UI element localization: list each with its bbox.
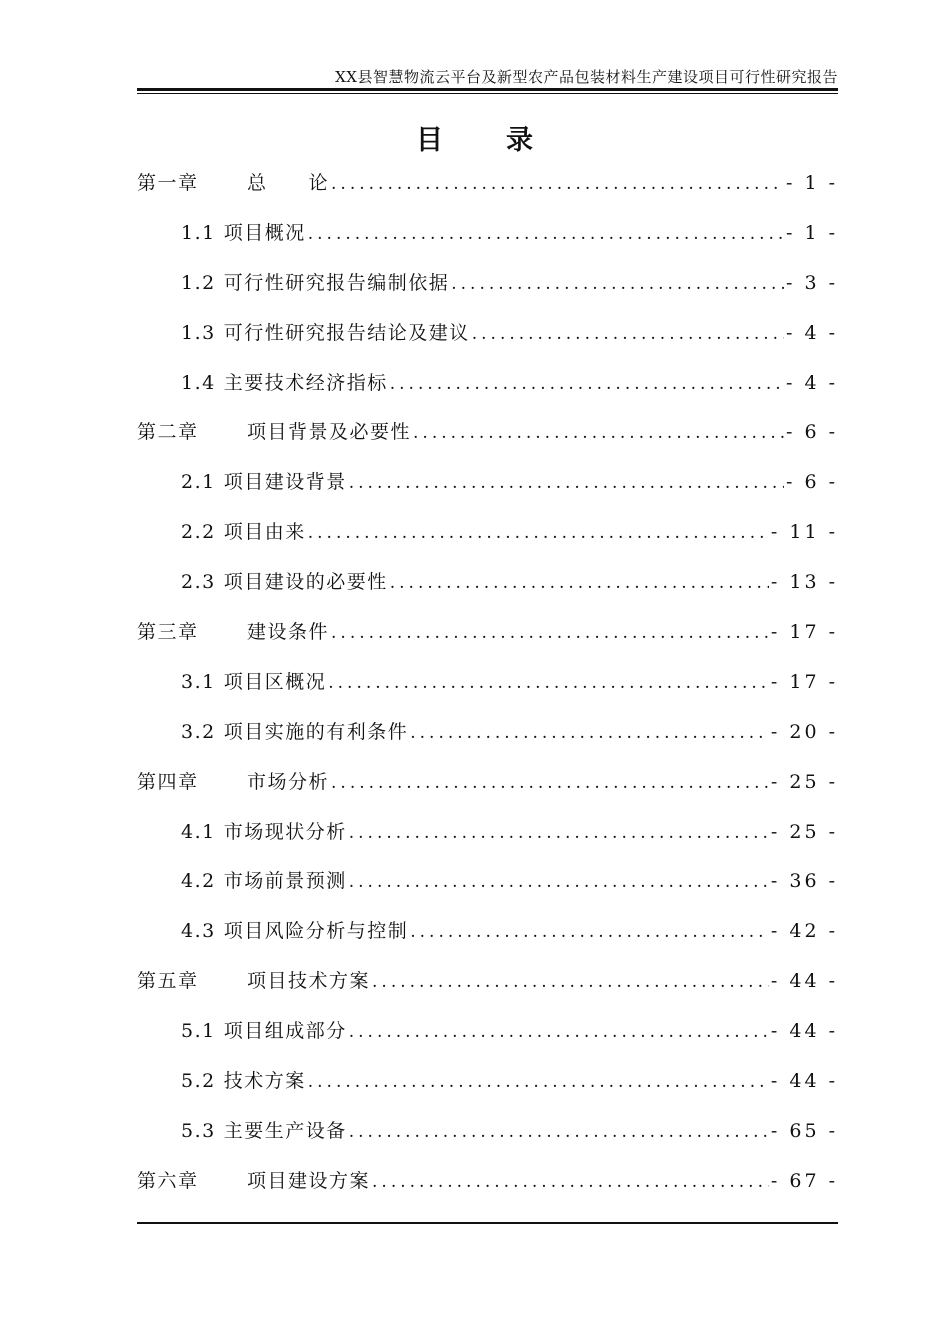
toc-entry-title: 项目建设方案 [247,1169,371,1192]
toc-entry-title: 可行性研究报告编制依据 [223,271,450,294]
toc-dot-leader [451,274,784,294]
toc-page-number: - 42 - [770,920,838,943]
toc-dot-leader [410,723,769,743]
toc-entry-title: 主要生产设备 [223,1119,347,1142]
toc-section-entry[interactable] [137,1016,838,1066]
toc-entry-label [181,866,347,893]
toc-page-number: - 4 - [785,371,838,394]
toc-page-number: - 3 - [785,271,838,294]
toc-dot-leader [372,1172,769,1192]
header-rule-thin [137,93,838,94]
toc-page-number: - 13 - [770,571,838,594]
toc-page-number: - 1 - [785,221,838,244]
toc-page-number: - 1 - [785,172,838,194]
toc-entry-title: 项目概况 [223,221,306,244]
toc-entry-label [137,966,370,993]
toc-page-number: - 65 - [770,1119,838,1142]
toc-title-left: 目 [416,125,444,156]
toc-entry-label [181,368,388,395]
toc-page-number: - 17 - [770,621,838,644]
toc-entry-title: 建设条件 [247,621,330,644]
toc-entry-label [181,667,326,694]
toc-section-entry[interactable] [137,517,838,567]
toc-dot-leader [372,972,769,992]
toc-section-entry[interactable] [137,1116,838,1166]
toc-entry-label [181,467,347,494]
toc-entry-number: 第五章 [137,970,199,993]
toc-section-entry[interactable] [137,268,838,318]
toc-dot-leader [349,1122,769,1142]
toc-entry-label [137,617,329,644]
header-rule-thick [137,88,838,91]
toc-dot-leader [308,224,784,244]
toc-page-number: - 25 - [770,820,838,843]
toc-title [0,118,950,157]
toc-entry-number: 第六章 [137,1169,199,1192]
toc-entry-label [181,1066,306,1093]
toc-page-number: - 17 - [770,670,838,693]
toc-entry-label [181,567,388,594]
toc-dot-leader [331,773,769,793]
toc-entry-title: 项目风险分析与控制 [223,920,409,943]
toc-section-entry[interactable] [137,467,838,517]
toc-entry-label [181,1016,347,1043]
toc-entry-number: 2.2 [181,521,216,544]
toc-section-entry[interactable] [137,866,838,916]
toc-entry-title: 主要技术经济指标 [223,371,388,394]
running-header: XX县智慧物流云平台及新型农产品包装材料生产建设项目可行性研究报告 [335,68,838,86]
toc-section-entry[interactable] [137,717,838,767]
toc-entry-number: 5.2 [181,1070,216,1093]
toc-entry-label [137,767,329,794]
toc-dot-leader [328,673,769,693]
toc-entry-title: 技术方案 [223,1070,306,1093]
toc-section-entry[interactable] [137,817,838,867]
toc-entry-label [137,168,329,195]
toc-dot-leader [349,1022,769,1042]
toc-entry-number: 第三章 [137,621,199,644]
toc-entry-number: 3.1 [181,670,216,693]
toc-entry-number: 第四章 [137,770,199,793]
toc-title-right: 录 [506,125,534,156]
toc-section-entry[interactable] [137,567,838,617]
toc-dot-leader [472,324,784,344]
toc-section-entry[interactable] [137,318,838,368]
toc-page-number: - 4 - [785,321,838,344]
toc-entry-title: 市场前景预测 [223,870,347,893]
toc-entry-title: 可行性研究报告结论及建议 [223,321,470,344]
toc-entry-number: 2.3 [181,571,216,594]
toc-dot-leader [308,523,769,543]
toc-dot-leader [331,623,769,643]
toc-entry-title: 项目建设的必要性 [223,571,388,594]
toc-dot-leader [349,872,769,892]
toc-entry-title: 市场现状分析 [223,820,347,843]
toc-page-number: - 67 - [770,1169,838,1192]
toc-entry-label [181,916,408,943]
toc-entry-title: 市场分析 [247,770,330,793]
toc-dot-leader [349,473,784,493]
toc-entry-label [181,268,449,295]
toc-dot-leader [390,573,769,593]
toc-page-number: - 44 - [770,970,838,993]
toc-entry-number: 4.3 [181,920,216,943]
toc-dot-leader [308,1072,769,1092]
toc-entry-number: 2.1 [181,471,216,494]
toc-dot-leader [410,922,769,942]
toc-chapter-entry[interactable] [137,617,838,667]
toc-section-entry[interactable] [137,368,838,418]
toc-entry-label [137,417,411,444]
toc-entry-label [181,318,470,345]
footer-rule [137,1222,838,1224]
toc-section-entry[interactable] [137,916,838,966]
toc-entry-number: 5.1 [181,1020,216,1043]
toc-chapter-entry[interactable] [137,767,838,817]
toc-chapter-entry[interactable] [137,966,838,1016]
table-of-contents [137,168,838,1216]
toc-entry-label [181,717,408,744]
toc-dot-leader [331,174,784,194]
toc-entry-number: 5.3 [181,1119,216,1142]
toc-entry-label [181,517,306,544]
toc-dot-leader [349,823,769,843]
toc-entry-number: 3.2 [181,720,216,743]
toc-dot-leader [390,374,784,394]
toc-section-entry[interactable] [137,1066,838,1116]
toc-entry-title: 项目实施的有利条件 [223,720,409,743]
toc-chapter-entry[interactable] [137,168,838,218]
toc-entry-label [181,1116,347,1143]
toc-page-number: - 20 - [770,720,838,743]
toc-page-number: - 44 - [770,1070,838,1093]
toc-entry-number: 1.2 [181,271,216,294]
toc-entry-label [181,817,347,844]
toc-entry-number: 4.2 [181,870,216,893]
toc-entry-title: 项目技术方案 [247,970,371,993]
toc-page-number: - 6 - [785,471,838,494]
toc-entry-number: 第一章 [137,172,199,194]
toc-chapter-entry[interactable] [137,417,838,467]
toc-entry-title: 项目组成部分 [223,1020,347,1043]
toc-entry-title: 总 论 [247,172,330,194]
toc-entry-title: 项目背景及必要性 [247,421,412,444]
toc-chapter-entry[interactable] [137,1166,838,1216]
toc-section-entry[interactable] [137,667,838,717]
toc-page-number: - 36 - [770,870,838,893]
toc-page-number: - 6 - [785,421,838,444]
toc-entry-number: 第二章 [137,421,199,444]
toc-entry-label [181,218,306,245]
toc-entry-title: 项目区概况 [223,670,327,693]
toc-page-number: - 11 - [770,521,838,544]
toc-dot-leader [413,423,784,443]
toc-entry-number: 1.4 [181,371,216,394]
toc-entry-number: 1.3 [181,321,216,344]
toc-page-number: - 25 - [770,770,838,793]
toc-entry-label [137,1166,370,1193]
toc-entry-number: 4.1 [181,820,216,843]
toc-page-number: - 44 - [770,1020,838,1043]
toc-entry-number: 1.1 [181,221,216,244]
toc-section-entry[interactable] [137,218,838,268]
toc-entry-title: 项目由来 [223,521,306,544]
toc-entry-title: 项目建设背景 [223,471,347,494]
